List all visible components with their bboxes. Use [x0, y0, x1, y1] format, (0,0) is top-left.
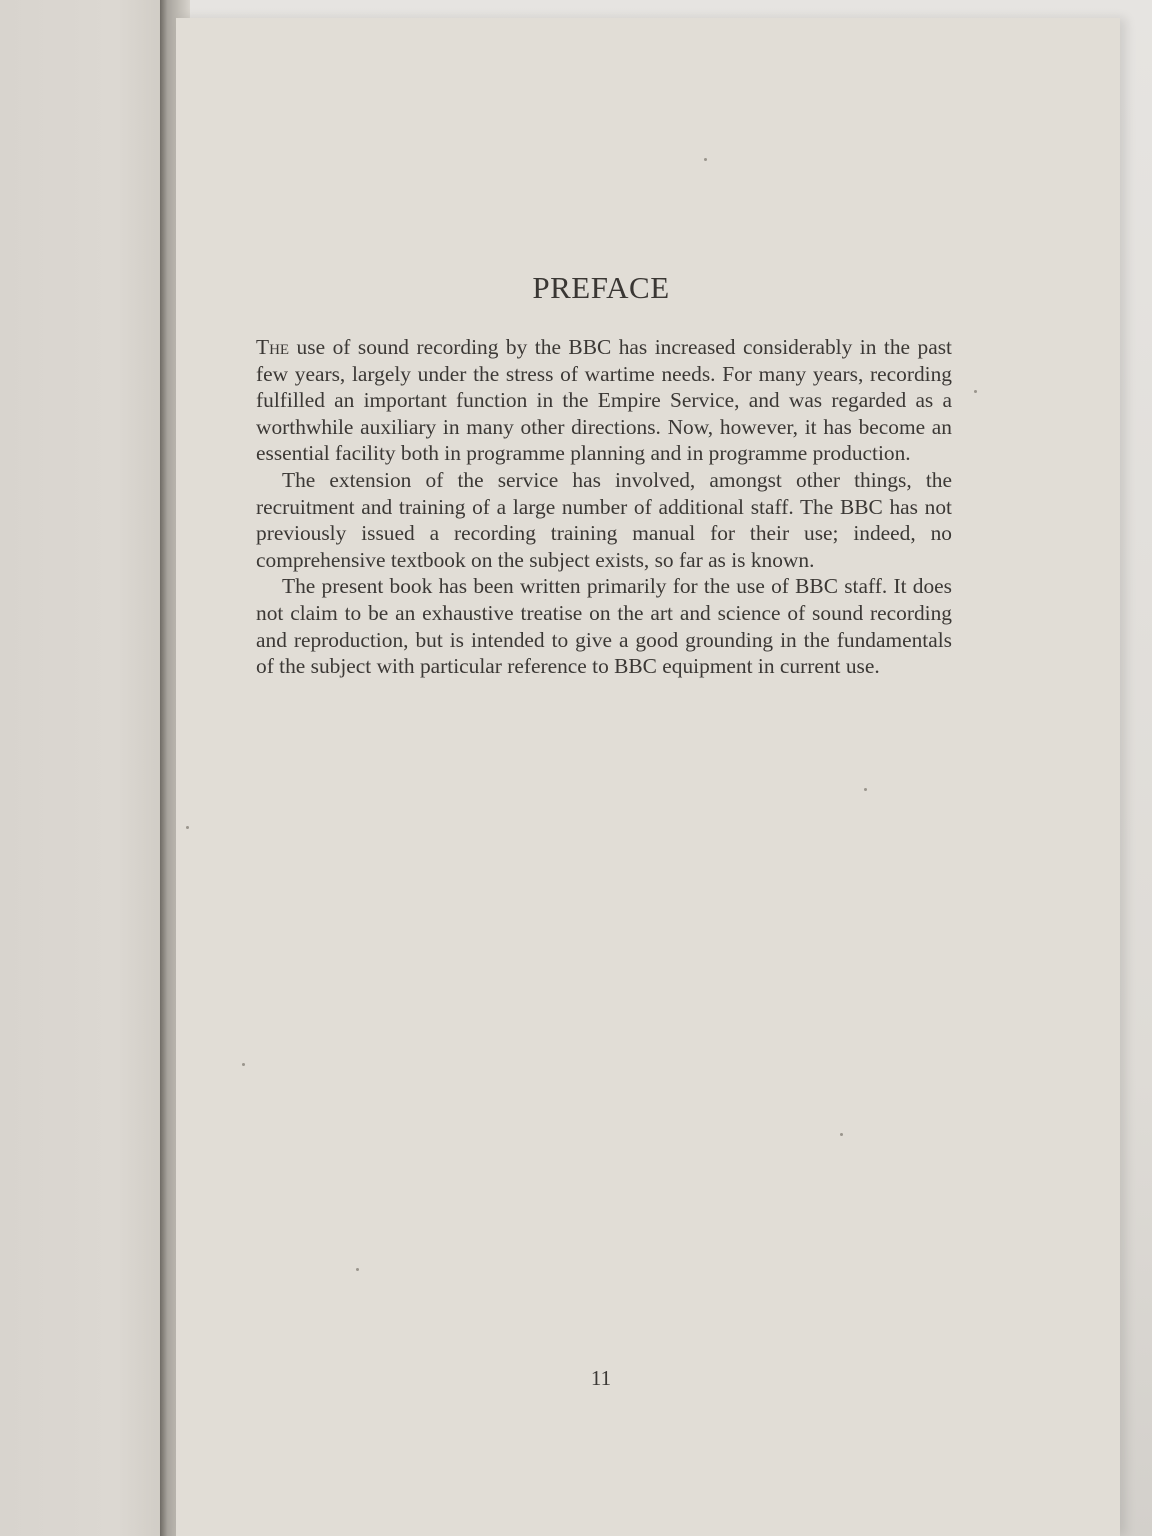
paper-speck: [704, 158, 707, 161]
book-page: [176, 18, 1120, 1536]
paper-speck: [974, 390, 977, 393]
paragraph-1: [256, 334, 952, 467]
paper-speck: [864, 788, 867, 791]
paragraph-text: use of sound recording by the BBC has increased considerably in the past few years, largely under the stress of wartime needs. For many years, recording fulfilled an important function in the Empire Service, and was regarded as a worthwhile auxiliary in many other directions. Now, however, it has become an essential facility both in programme planning and in programme production.: [256, 335, 952, 466]
page-title: PREFACE: [532, 270, 670, 305]
page-number: 11: [590, 1366, 612, 1390]
preface-body: [256, 334, 952, 680]
paper-speck: [186, 826, 189, 829]
paper-speck: [242, 1063, 245, 1066]
paper-speck: [840, 1133, 843, 1136]
paragraph-3: The present book has been written primarily for the use of BBC staff. It does not claim to be an exhaustive treatise on the art and science of sound recording and reproduction, but is intended to give a good grounding in the fundamentals of the subject with particular reference to BBC equipment in current use.: [256, 574, 952, 679]
paragraph-2: The extension of the service has involved, amongst other things, the recruitment and training of a large number of additional staff. The BBC has not previously issued a recording training manual for their use; indeed, no comprehensive textbook on the subject exists, so far as is known.: [256, 467, 952, 572]
paper-speck: [356, 1268, 359, 1271]
facing-page: [0, 0, 168, 1536]
paragraph-lead-word: The: [256, 335, 290, 359]
